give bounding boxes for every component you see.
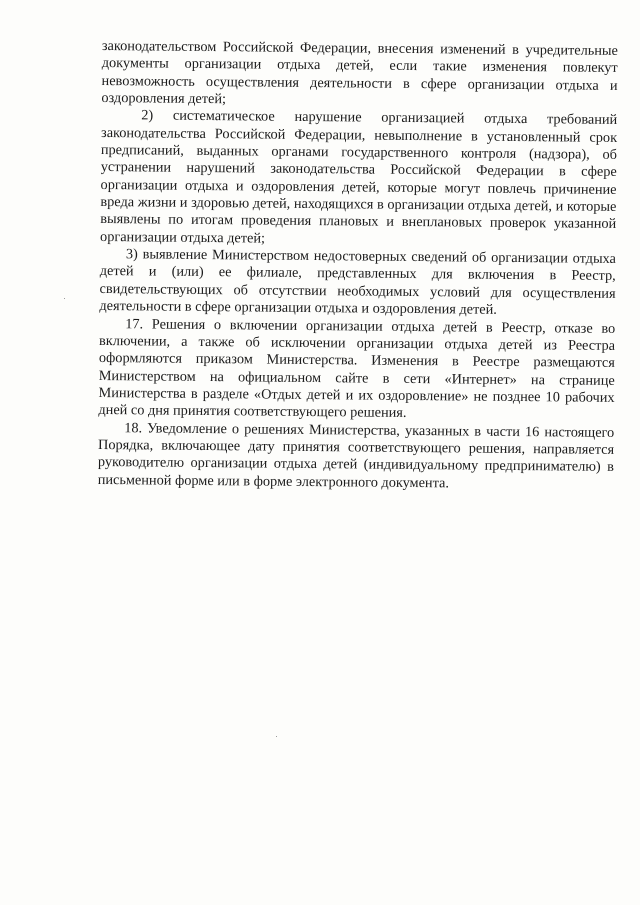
paragraph-item-2: 2) систематическое нарушение организацией отдыха требований законодательства Российской Федерации, невыполнение в установленный срок предписаний, выданных органами государственного контроля (надзора), об устранении нарушений законодательства Российской Федерации в сфере организации отдыха и оздоровления детей, которые могут повлечь причинение вреда жизни и здоровью детей, находящихся в организации отдыха детей, и которые выявлены по итогам проведения плановых и внеплановых проверок указанной организации отдыха детей;: [100, 107, 618, 247]
document-body: [98, 38, 618, 494]
paragraph-continuation: законодательством Российской Федерации, внесения изменений в учредительные документы организации отдыха детей, если такие изменения повлекут невозможность осуществления деятельности в сфере организации отдыха и оздоровления детей;: [101, 38, 618, 108]
paragraph-section-17: 17. Решения о включении организации отдыха детей в Реестр, отказе во включении, а также об исключении организации отдыха детей из Реестра оформляются приказом Министерства. Изменения в Реестре размещаются Министерством на официальном сайте в сети «Интернет» на странице Министерства в разделе «Отдых детей и их оздоровление» не позднее 10 рабочих дней со дня принятия соответствующего решения.: [98, 315, 616, 422]
paragraph-section-18: 18. Уведомление о решениях Министерства, указанных в части 16 настоящего Порядка, включающее дату принятия соответствующего решения, направляется руководителю организации отдыха детей (индивидуальному предпринимателю) в письменной форме или в форме электронного документа.: [97, 419, 615, 491]
paragraph-item-3: 3) выявление Министерством недостоверных сведений об организации отдыха детей и (или) ее филиале, представленных для включения в Реестр, свидетельствующих об отсутствии необходимых условий для осуществления деятельности в сфере организации отдыха и оздоровления детей.: [99, 246, 616, 318]
scan-speck: [276, 736, 277, 737]
scan-speck: [64, 298, 65, 299]
